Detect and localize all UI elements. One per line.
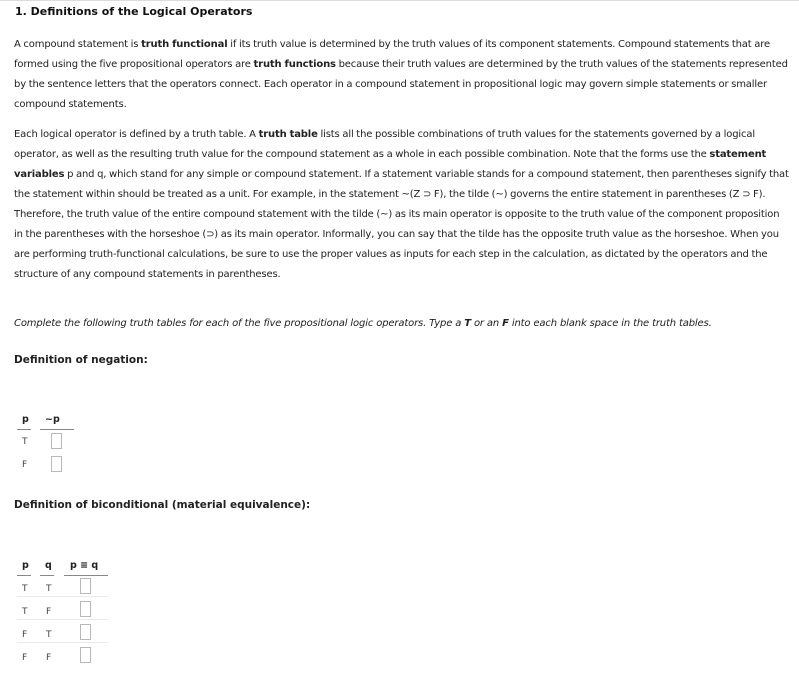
instructions-bold-t: T <box>464 318 471 329</box>
bi-row-divider <box>17 619 108 620</box>
para2-text-2: lists all the possible combinations of truth values for the statements governed by a logical operator, as well as the resulting truth value for the compound statement as a whole in each possible combination. Note that the forms use the <box>14 129 755 160</box>
bi-header-q: q <box>45 560 52 571</box>
bi-row-divider <box>17 642 108 643</box>
para2-text-1: Each logical operator is defined by a truth table. A <box>14 129 259 140</box>
instructions-text-2: or an <box>470 318 503 329</box>
instructions <box>14 318 790 329</box>
neg-row2-answer-input[interactable] <box>51 456 62 472</box>
term-truth-functional: truth functional <box>141 39 228 50</box>
bi-row3-answer-input[interactable] <box>80 624 91 640</box>
neg-row1-answer-input[interactable] <box>51 433 62 449</box>
instructions-text-3: into each blank space in the truth tables. <box>508 318 712 329</box>
bi-row-divider <box>17 596 108 597</box>
bi-underline-q <box>40 575 54 576</box>
bi-row3-q: T <box>46 630 52 640</box>
bi-row4-p: F <box>22 653 28 663</box>
bi-row4-answer-input[interactable] <box>80 647 91 663</box>
term-truth-functions: truth functions <box>253 59 336 70</box>
para2-text-3: p and q, which stand for any simple or compound statement. If a statement variable stands for a compound statement, then parentheses signify that the statement within should be treated as a unit. For example, in the statement ~(Z ⊃ F), the tilde (~) governs the entire statement in parentheses (Z ⊃ F). Therefore, the truth value of the entire compound statement with the tilde (~) as its main operator is opposite to the truth value of the component proposition in the parentheses with the horseshoe (⊃) as its main operator. Informally, you can say that the tilde has the opposite truth value as the horseshoe. When you are performing truth-functional calculations, be sure to use the proper values as inputs for each step in the calculation, as dictated by the operators and the structure of any compound statements in parentheses. <box>14 169 789 280</box>
paragraph-truth-table <box>14 125 790 285</box>
negation-heading: Definition of negation: <box>14 354 148 366</box>
bi-underline-p <box>17 575 31 576</box>
term-statement-variables: statement variables <box>14 149 767 180</box>
instructions-bold-f: F <box>502 318 509 329</box>
paragraph-truth-functional <box>14 35 790 115</box>
biconditional-heading: Definition of biconditional (material equivalence): <box>14 499 311 511</box>
bi-row2-p: T <box>22 607 28 617</box>
neg-row2-p: F <box>22 460 28 470</box>
para1-text-1: A compound statement is <box>14 39 142 50</box>
neg-underline-not-p <box>40 429 74 430</box>
top-divider <box>0 0 799 1</box>
bi-underline-p-equiv-q <box>64 575 108 576</box>
instructions-text-1: Complete the following truth tables for each of the five propositional logic operators. Type a <box>14 318 465 329</box>
neg-row1-p: T <box>22 437 28 447</box>
section-title: 1. Definitions of the Logical Operators <box>15 5 253 18</box>
para1-text-2: if its truth value is determined by the truth values of its component statements. Compound statements that are formed using the five propositional operators are <box>14 39 770 70</box>
neg-underline-p <box>17 429 31 430</box>
neg-header-not-p: ~p <box>45 414 60 425</box>
bi-row4-q: F <box>46 653 52 663</box>
neg-header-p: p <box>22 414 29 425</box>
bi-row1-p: T <box>22 584 28 594</box>
term-truth-table: truth table <box>258 129 318 140</box>
bi-row1-q: T <box>46 584 52 594</box>
bi-header-p: p <box>22 560 29 571</box>
bi-row1-answer-input[interactable] <box>80 578 91 594</box>
bi-row2-answer-input[interactable] <box>80 601 91 617</box>
bi-row3-p: F <box>22 630 28 640</box>
para1-text-3: because their truth values are determined by the truth values of the statements represented by the sentence letters that the operators connect. Each operator in a compound statement in propositional logic may govern simple statements or smaller compound statements. <box>14 59 788 110</box>
bi-row2-q: F <box>46 607 52 617</box>
bi-header-p-equiv-q: p ≡ q <box>70 560 99 571</box>
